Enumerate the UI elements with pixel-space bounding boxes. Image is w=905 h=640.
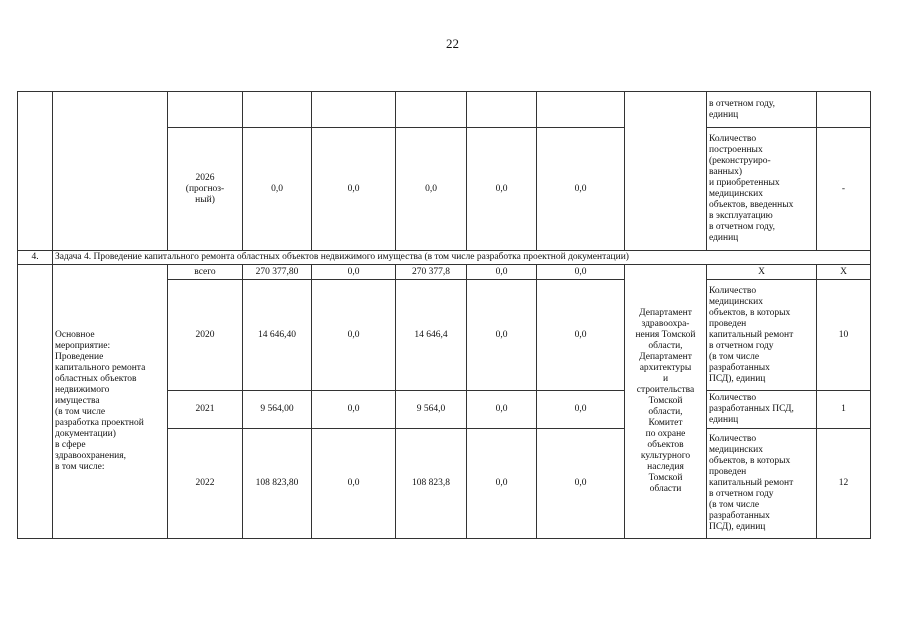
value-cell: 270 377,80 xyxy=(243,265,312,280)
indicator-cell: в отчетном году, единиц xyxy=(707,92,817,128)
task-row xyxy=(18,251,871,265)
value-cell: 0,0 xyxy=(312,128,396,251)
program-table xyxy=(17,91,871,539)
year-cell: всего xyxy=(168,265,243,280)
value-cell: 0,0 xyxy=(467,128,537,251)
value-cell: 270 377,8 xyxy=(396,265,467,280)
value-cell: 0,0 xyxy=(537,429,625,539)
value-cell: 0,0 xyxy=(396,128,467,251)
table-row xyxy=(18,265,871,280)
value-cell: 0,0 xyxy=(467,265,537,280)
task-number: 4. xyxy=(18,251,53,265)
value-cell: 0,0 xyxy=(467,391,537,429)
value-cell: 0,0 xyxy=(537,128,625,251)
value-cell: 108 823,80 xyxy=(243,429,312,539)
indicator-value-cell xyxy=(817,92,871,128)
value-cell: 0,0 xyxy=(537,280,625,391)
row-number-cell xyxy=(18,92,53,251)
value-cell xyxy=(537,92,625,128)
value-cell xyxy=(243,92,312,128)
indicator-value-cell: Х xyxy=(817,265,871,280)
indicator-cell: Количество медицинских объектов, в которых проведен капитальный ремонт в отчетном году (в том числе разработанных ПСД), единиц xyxy=(707,280,817,391)
page-number: 22 xyxy=(446,36,459,51)
year-cell: 2020 xyxy=(168,280,243,391)
indicator-value-cell: 1 xyxy=(817,391,871,429)
value-cell: 0,0 xyxy=(312,391,396,429)
table-row xyxy=(18,92,871,128)
value-cell: 0,0 xyxy=(312,265,396,280)
row-number-cell xyxy=(18,265,53,539)
value-cell: 0,0 xyxy=(312,280,396,391)
value-cell xyxy=(312,92,396,128)
activity-name-cell: Основное мероприятие: Проведение капитального ремонта областных объектов недвижимого имущества (в том числе разработка проектной документации) в сфере здравоохранения, в том числе: xyxy=(53,265,168,539)
value-cell: 9 564,0 xyxy=(396,391,467,429)
indicator-value-cell: - xyxy=(817,128,871,251)
task-title: Задача 4. Проведение капитального ремонта областных объектов недвижимого имущества (в том числе разработка проектной документации) xyxy=(53,251,871,265)
value-cell: 14 646,4 xyxy=(396,280,467,391)
value-cell: 0,0 xyxy=(467,280,537,391)
year-cell: 2021 xyxy=(168,391,243,429)
year-cell xyxy=(168,92,243,128)
value-cell: 108 823,8 xyxy=(396,429,467,539)
value-cell: 9 564,00 xyxy=(243,391,312,429)
indicator-value-cell: 12 xyxy=(817,429,871,539)
indicator-cell: Количество построенных (реконструиро- ванных) и приобретенных медицинских объектов, введенных в эксплуатацию в отчетном году, единиц xyxy=(707,128,817,251)
value-cell: 0,0 xyxy=(537,265,625,280)
executor-cell xyxy=(625,92,707,251)
year-cell: 2026 (прогноз- ный) xyxy=(168,128,243,251)
value-cell: 0,0 xyxy=(537,391,625,429)
indicator-value-cell: 10 xyxy=(817,280,871,391)
value-cell xyxy=(396,92,467,128)
indicator-cell: Количество медицинских объектов, в которых проведен капитальный ремонт в отчетном году (в том числе разработанных ПСД), единиц xyxy=(707,429,817,539)
activity-name-cell xyxy=(53,92,168,251)
value-cell: 0,0 xyxy=(243,128,312,251)
indicator-cell: Х xyxy=(707,265,817,280)
value-cell: 14 646,40 xyxy=(243,280,312,391)
year-cell: 2022 xyxy=(168,429,243,539)
value-cell: 0,0 xyxy=(467,429,537,539)
value-cell xyxy=(467,92,537,128)
indicator-cell: Количество разработанных ПСД, единиц xyxy=(707,391,817,429)
value-cell: 0,0 xyxy=(312,429,396,539)
executor-cell: Департамент здравоохра- нения Томской области, Департамент архитектуры и строительства Томской области, Комитет по охране объектов культурного наследия Томской области xyxy=(625,265,707,539)
